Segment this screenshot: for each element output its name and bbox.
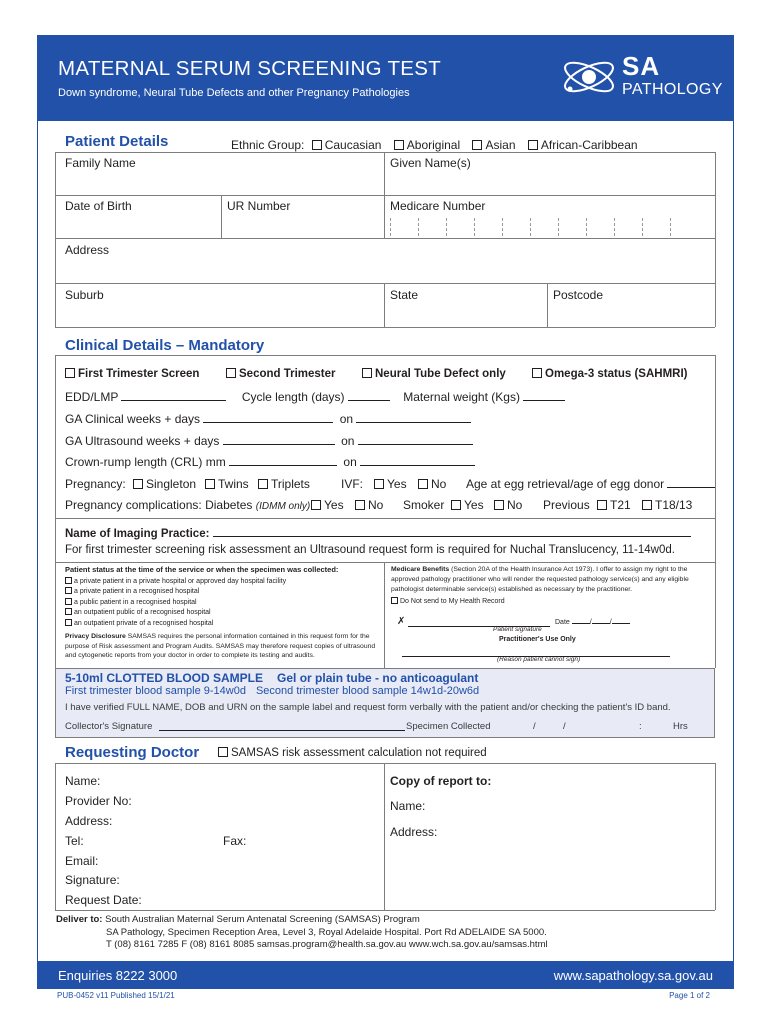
medicare-benefits-panel	[391, 565, 709, 608]
suburb-field[interactable]: Suburb	[65, 288, 104, 302]
divider	[384, 562, 385, 668]
medicare-digit-divider	[530, 218, 531, 236]
divider	[55, 763, 715, 764]
medicare-digit-divider	[558, 218, 559, 236]
ga-ultrasound-input[interactable]	[223, 435, 335, 445]
smoker-no-checkbox[interactable]	[494, 500, 504, 510]
divider	[384, 763, 385, 910]
cycle-length-input[interactable]	[348, 391, 390, 401]
logo-sa-text: SA	[622, 51, 661, 81]
doctor-name-field[interactable]: Name:	[65, 774, 101, 788]
imaging-practice-row: Name of Imaging Practice:	[65, 527, 691, 540]
header-banner	[37, 35, 734, 121]
form-title: MATERNAL SERUM SCREENING TEST	[58, 57, 442, 80]
practitioner-use-label: Practitioner's Use Only	[499, 636, 576, 643]
divider	[55, 562, 715, 563]
do-not-send-option[interactable]: Do Not send to My Health Record	[391, 597, 709, 608]
first-trimester-checkbox[interactable]	[65, 368, 75, 378]
signature-mark: ✗	[397, 616, 406, 627]
sa-pathology-logo	[560, 51, 723, 103]
patient-status-heading: Patient status at the time of the service or when the specimen was collected:	[65, 565, 339, 574]
crl-input[interactable]	[229, 456, 337, 466]
divider	[55, 238, 715, 239]
diabetes-yes-checkbox[interactable]	[311, 500, 321, 510]
diabetes-no-checkbox[interactable]	[355, 500, 365, 510]
page-number: Page 1 of 2	[669, 991, 710, 1000]
sig-date-row: Date / /	[555, 617, 630, 629]
ga-ultrasound-date-input[interactable]	[358, 435, 473, 445]
edd-row: EDD/LMP Cycle length (days) Maternal weight (Kgs)	[65, 390, 565, 404]
triplets-checkbox[interactable]	[258, 479, 268, 489]
ivf-no-checkbox[interactable]	[418, 479, 428, 489]
medicare-digit-divider	[418, 218, 419, 236]
fax-field[interactable]: Fax:	[223, 834, 247, 848]
collector-signature-input[interactable]	[159, 721, 405, 731]
copy-name-field[interactable]: Name:	[390, 799, 426, 813]
verification-statement: I have verified FULL NAME, DOB and URN on the sample label and request form verbally with the patient and/or checking the patient's ID band.	[65, 702, 671, 713]
patient-signature-caption: Patient signature	[493, 626, 542, 633]
imaging-practice-input[interactable]	[213, 527, 691, 537]
smoker-yes-checkbox[interactable]	[451, 500, 461, 510]
email-field[interactable]: Email:	[65, 854, 99, 868]
deliver-to-block: Deliver to: South Australian Maternal Serum Antenatal Screening (SAMSAS) Program SA Pathology, Specimen Reception Area, Level 3, Royal Adelaide Hospital. Port Rd ADELAIDE SA 5000. T (08) 8161 7285 F (08) 8161 8085 samsas.program@health.sa.gov.au www.wch.sa.gov.au/samsas.html	[56, 914, 548, 950]
medicare-benefits-text: Medicare Benefits (Section 20A of the Health Insurance Act 1973). I offer to assign my right to the approved pathology practitioner who will render the requested pathology service(s) and any eligible pathologist determinable service(s) established as necessary by the practitioner.	[391, 566, 689, 593]
copy-report-heading: Copy of report to:	[390, 774, 492, 788]
status-option[interactable]: an outpatient private of a recognised hospital	[65, 619, 377, 630]
edd-input[interactable]	[121, 391, 226, 401]
patient-details-heading: Patient Details	[65, 133, 169, 150]
enquiries-phone: Enquiries 8222 3000	[58, 968, 178, 983]
privacy-disclosure: Privacy Disclosure SAMSAS requires the personal information contained in this request form for the purpose of Risk assessment and Program Audits. SAMSAS may therefore request copies of ultrasound and cytogenetic reports from your doctor in order to complete its testing and audits.	[65, 633, 376, 659]
second-trimester-checkbox[interactable]	[226, 368, 236, 378]
twins-checkbox[interactable]	[205, 479, 215, 489]
status-option[interactable]: an outpatient public of a recognised hospital	[65, 608, 377, 619]
status-option[interactable]: a private patient in a recognised hospital	[65, 587, 377, 598]
form-subtitle: Down syndrome, Neural Tube Defects and other Pregnancy Pathologies	[58, 87, 410, 99]
medicare-digit-divider	[642, 218, 643, 236]
maternal-weight-input[interactable]	[523, 391, 565, 401]
aboriginal-checkbox[interactable]	[394, 140, 404, 150]
collector-row: Collector's Signature Specimen Collected / / : Hrs	[65, 721, 688, 732]
medicare-digit-divider	[614, 218, 615, 236]
divider	[221, 195, 222, 238]
family-name-field[interactable]: Family Name	[65, 156, 136, 170]
request-date-field[interactable]: Request Date:	[65, 893, 142, 907]
crl-row: Crown-rump length (CRL) mm on	[65, 455, 475, 469]
ur-number-field[interactable]: UR Number	[227, 199, 291, 213]
african-caribbean-checkbox[interactable]	[528, 140, 538, 150]
medicare-digit-divider	[390, 218, 391, 236]
clinical-details-heading: Clinical Details – Mandatory	[65, 337, 265, 354]
divider	[55, 562, 56, 668]
medicare-digit-divider	[502, 218, 503, 236]
atom-logo-icon	[560, 53, 618, 101]
divider	[55, 195, 715, 196]
divider	[55, 518, 715, 519]
medicare-number-field[interactable]: Medicare Number	[390, 199, 486, 213]
provider-no-field[interactable]: Provider No:	[65, 794, 132, 808]
copy-address-field[interactable]: Address:	[390, 825, 438, 839]
divider	[55, 283, 715, 284]
t1813-checkbox[interactable]	[642, 500, 652, 510]
signature-field[interactable]: Signature:	[65, 873, 120, 887]
ga-clinical-input[interactable]	[203, 413, 333, 423]
crl-date-input[interactable]	[360, 456, 475, 466]
medicare-digit-divider	[586, 218, 587, 236]
divider	[55, 355, 715, 356]
state-field[interactable]: State	[390, 288, 419, 302]
address-field[interactable]: Address	[65, 243, 110, 257]
status-option[interactable]: a public patient in a recognised hospital	[65, 598, 377, 609]
doctor-address-field[interactable]: Address:	[65, 814, 113, 828]
ga-ultrasound-row: GA Ultrasound weeks + days on	[65, 434, 473, 448]
divider	[55, 152, 715, 153]
pregnancy-row: Pregnancy: Singleton Twins Triplets IVF: Yes No Age at egg retrieval/age of egg donor	[65, 477, 710, 493]
divider	[55, 763, 56, 910]
ga-clinical-date-input[interactable]	[356, 413, 471, 423]
medicare-digit-divider	[474, 218, 475, 236]
patient-status-panel	[65, 565, 377, 661]
given-names-field[interactable]: Given Name(s)	[390, 156, 471, 170]
complications-row: Pregnancy complications: Diabetes (IDMM only) Yes No Smoker Yes No Previous T21 T18/13	[65, 498, 693, 512]
divider	[55, 327, 715, 328]
t21-checkbox[interactable]	[597, 500, 607, 510]
divider	[384, 283, 385, 327]
website-link[interactable]: www.sapathology.sa.gov.au	[553, 968, 713, 983]
divider	[715, 355, 716, 563]
trimester-sample-info: First trimester blood sample 9-14w0d Second trimester blood sample 14w1d-20w6d	[65, 685, 480, 697]
requesting-doctor-heading: Requesting Doctor	[65, 744, 200, 761]
medicare-digit-divider	[446, 218, 447, 236]
divider	[55, 152, 56, 327]
divider	[55, 910, 715, 911]
date-of-birth-field[interactable]: Date of Birth	[65, 199, 132, 213]
ivf-yes-checkbox[interactable]	[374, 479, 384, 489]
divider	[547, 283, 548, 327]
neural-tube-checkbox[interactable]	[362, 368, 372, 378]
ethnic-group-label: Ethnic Group: Caucasian Aboriginal Asian African-Caribbean	[231, 138, 638, 152]
nuchal-note: For first trimester screening risk assessment an Ultrasound request form is required for Nuchal Translucency, 11-14w0d.	[65, 544, 675, 556]
footer-banner	[37, 961, 734, 989]
ga-clinical-row: GA Clinical weeks + days on	[65, 412, 471, 426]
divider	[715, 562, 716, 668]
omega3-checkbox[interactable]	[532, 368, 542, 378]
divider	[715, 763, 716, 910]
reason-caption: (Reason patient cannot sign)	[497, 656, 581, 663]
publication-info: PUB-0452 v11 Published 15/1/21	[57, 991, 175, 1000]
medicare-digit-divider	[670, 218, 671, 236]
postcode-field[interactable]: Postcode	[553, 288, 604, 302]
divider	[715, 152, 716, 327]
samsas-not-required-option[interactable]: SAMSAS risk assessment calculation not required	[218, 747, 487, 759]
tel-field[interactable]: Tel:	[65, 834, 84, 848]
divider	[55, 355, 56, 563]
deliver-to-label: Deliver to:	[56, 914, 103, 925]
status-option[interactable]: a private patient in a private hospital or approved day hospital facility	[65, 577, 377, 588]
blood-sample-title: 5-10ml CLOTTED BLOOD SAMPLE Gel or plain tube - no anticoagulant	[65, 671, 479, 685]
logo-pathology-text: PATHOLOGY	[622, 81, 723, 98]
egg-age-input[interactable]	[667, 478, 715, 488]
caucasian-checkbox[interactable]	[312, 140, 322, 150]
singleton-checkbox[interactable]	[133, 479, 143, 489]
asian-checkbox[interactable]	[472, 140, 482, 150]
